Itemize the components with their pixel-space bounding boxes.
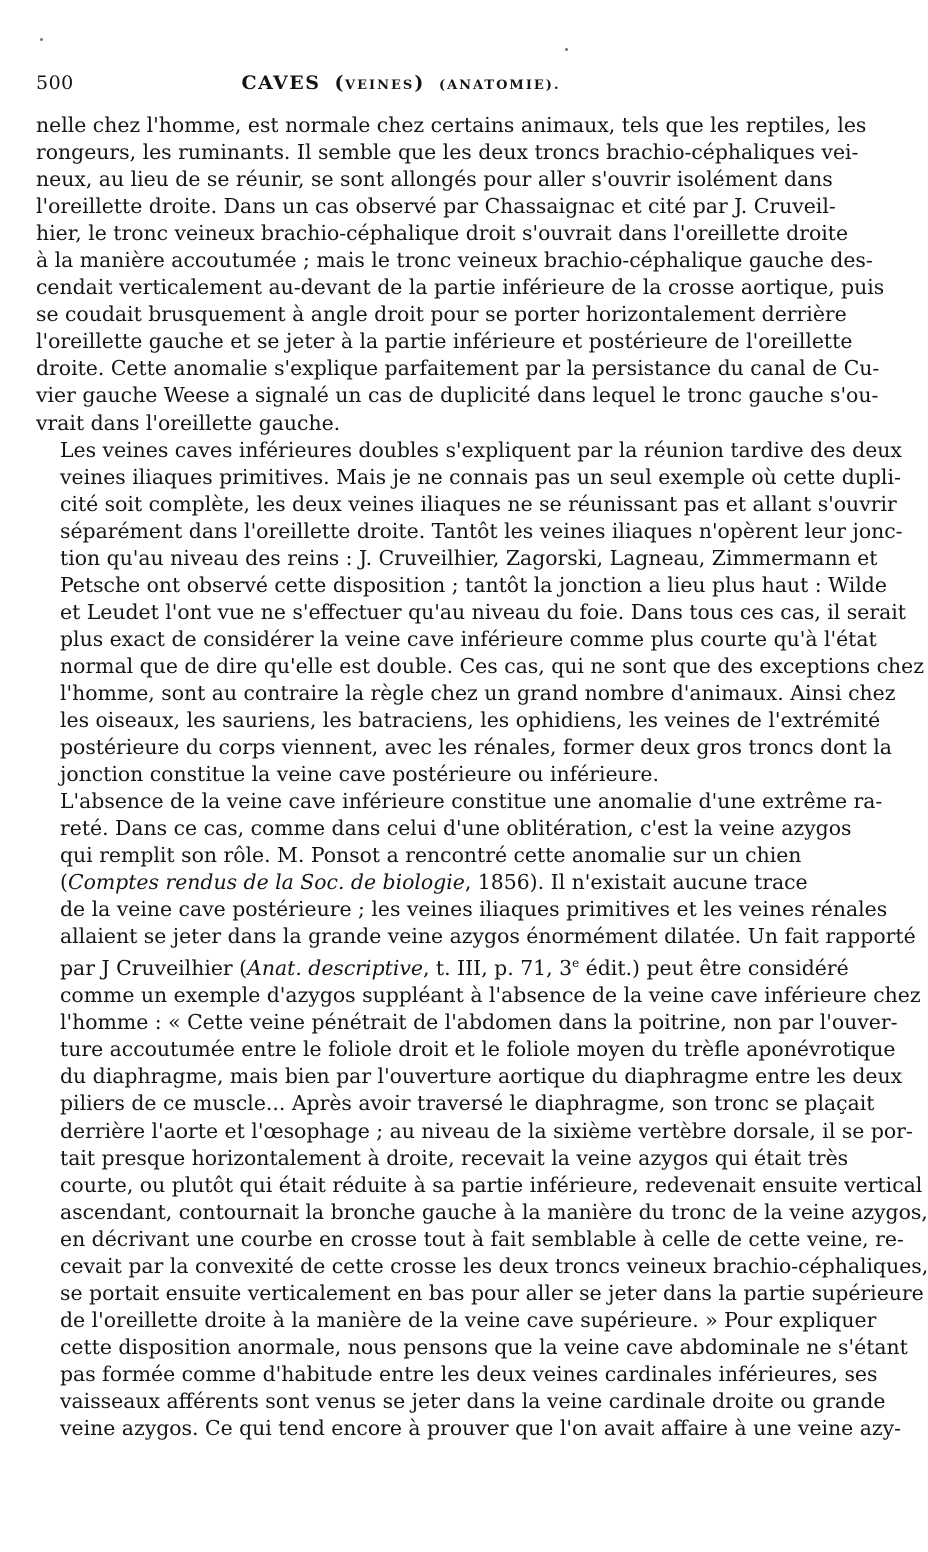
page-speck [565,48,568,51]
text-line: ascendant, contournait la bronche gauche à la manière du tronc de la veine azygos, [60,1199,928,1224]
paragraph [36,788,928,1442]
text-line: et Leudet l'ont vue ne s'effectuer qu'au niveau du foie. Dans tous ces cas, il serait [60,599,906,624]
text-line: l'homme : « Cette veine pénétrait de l'abdomen dans la poitrine, non par l'ouver- [60,1010,898,1035]
text-line: droite. Cette anomalie s'explique parfaitement par la persistance du canal de Cu- [36,356,880,381]
text-line: en décrivant une courbe en crosse tout à fait semblable à celle de cette veine, re- [60,1226,904,1251]
text-line: tion qu'au niveau des reins : J. Cruveilhier, Zagorski, Lagneau, Zimmermann et [60,545,878,570]
text-line: neux, au lieu de se réunir, se sont allongés pour aller s'ouvrir isolément dans [36,167,833,192]
text-line: postérieure du corps viennent, avec les rénales, former deux gros troncs dont la [60,735,892,760]
page-body [36,112,928,1442]
text-line: Les veines caves inférieures doubles s'expliquent par la réunion tardive des deux [60,437,902,462]
text-line: rongeurs, les ruminants. Il semble que les deux troncs brachio-céphaliques vei- [36,140,859,165]
text-line: hier, le tronc veineux brachio-céphalique droit s'ouvrait dans l'oreillette droite [36,221,849,246]
text-line: l'homme, sont au contraire la règle chez un grand nombre d'animaux. Ainsi chez [60,680,896,705]
text-line: à la manière accoutumée ; mais le tronc veineux brachio-céphalique gauche des- [36,248,873,273]
text-line: se coudait brusquement à angle droit pour se porter horizontalement derrière [36,302,847,327]
text-line: normal que de dire qu'elle est double. Ces cas, qui ne sont que des exceptions chez [60,653,924,678]
text-line: cendait verticalement au-devant de la partie inférieure de la crosse aortique, puis [36,275,885,300]
text-line: reté. Dans ce cas, comme dans celui d'une oblitération, c'est la veine azygos [60,816,852,841]
text-line: veines iliaques primitives. Mais je ne connais pas un seul exemple où cette dupli- [60,464,901,489]
running-head-subtitle-veines: VEINES [345,78,415,93]
text-line: courte, ou plutôt qui était réduite à sa partie inférieure, redevenait ensuite vertical [60,1172,923,1197]
text-line: cevait par la convexité de cette crosse les deux troncs veineux brachio-céphaliques, [60,1253,928,1278]
text-line: de la veine cave postérieure ; les veines iliaques primitives et les veines rénales [60,897,888,922]
text-line: par J Cruveilhier (Anat. descriptive, t. III, p. 71, 3e édit.) peut être considéré [60,956,849,981]
text-line: cité soit complète, les deux veines iliaques ne se réunissant pas et allant s'ouvrir [60,491,897,516]
text-line: plus exact de considérer la veine cave inférieure comme plus courte qu'à l'état [60,626,877,651]
paragraph [36,437,924,789]
text-line: qui remplit son rôle. M. Ponsot a rencontré cette anomalie sur un chien [60,843,802,868]
text-line: l'oreillette droite. Dans un cas observé par Chassaignac et cité par J. Cruveil- [36,194,836,219]
text-line: piliers de ce muscle... Après avoir traversé le diaphragme, son tronc se plaçait [60,1091,875,1116]
text-line: nelle chez l'homme, est normale chez certains animaux, tels que les reptiles, les [36,113,867,137]
text-line: de l'oreillette droite à la manière de la veine cave supérieure. » Pour expliquer [60,1307,877,1332]
text-line: derrière l'aorte et l'œsophage ; au niveau de la sixième vertèbre dorsale, il se por- [60,1118,913,1143]
running-head [36,72,766,94]
text-line: Petsche ont observé cette disposition ; tantôt la jonction a lieu plus haut : Wilde [60,572,887,597]
page-header [36,72,766,102]
text-line: séparément dans l'oreillette droite. Tantôt les veines iliaques n'opèrent leur jonc- [60,518,903,543]
text-line: jonction constitue la veine cave postérieure ou inférieure. [60,762,659,787]
text-line: vaisseaux afférents sont venus se jeter dans la veine cardinale droite ou grande [60,1389,886,1413]
text-line: vier gauche Weese a signalé un cas de duplicité dans lequel le tronc gauche s'ou- [36,383,879,408]
text-line: L'absence de la veine cave inférieure constitue une anomalie d'une extrême ra- [60,789,883,814]
text-line: se portait ensuite verticalement en bas pour aller se jeter dans la partie supérieure [60,1280,924,1305]
text-line: pas formée comme d'habitude entre les deux veines cardinales inférieures, ses [60,1361,878,1386]
text-line: l'oreillette gauche et se jeter à la partie inférieure et postérieure de l'oreillette [36,329,853,354]
text-line: tait presque horizontalement à droite, recevait la veine azygos qui était très [60,1145,849,1170]
text-line: comme un exemple d'azygos suppléant à l'absence de la veine cave inférieure chez [60,983,921,1008]
running-head-title: CAVES [241,72,321,94]
paragraph [36,112,885,437]
text-line: vrait dans l'oreillette gauche. [36,410,341,435]
text-line: veine azygos. Ce qui tend encore à prouver que l'on avait affaire à une veine azy- [60,1416,902,1441]
text-line: ture accoutumée entre le foliole droit et le foliole moyen du trèfle aponévrotique [60,1037,896,1062]
text-line: (Comptes rendus de la Soc. de biologie, 1856). Il n'existait aucune trace [60,870,808,895]
text-line: les oiseaux, les sauriens, les batraciens, les ophidiens, les veines de l'extrémité [60,708,881,733]
text-line: allaient se jeter dans la grande veine azygos énormément dilatée. Un fait rapporté [60,924,916,949]
page-number: 500 [36,72,74,94]
text-line: cette disposition anormale, nous pensons que la veine cave abdominale ne s'étant [60,1334,908,1359]
running-head-subtitle-anatomie: (ANATOMIE). [438,78,561,93]
page-speck [40,38,43,41]
text-line: du diaphragme, mais bien par l'ouverture aortique du diaphragme entre les deux [60,1064,903,1089]
running-head-open-paren: ( [334,72,346,94]
running-head-close-paren: ) [414,72,425,94]
